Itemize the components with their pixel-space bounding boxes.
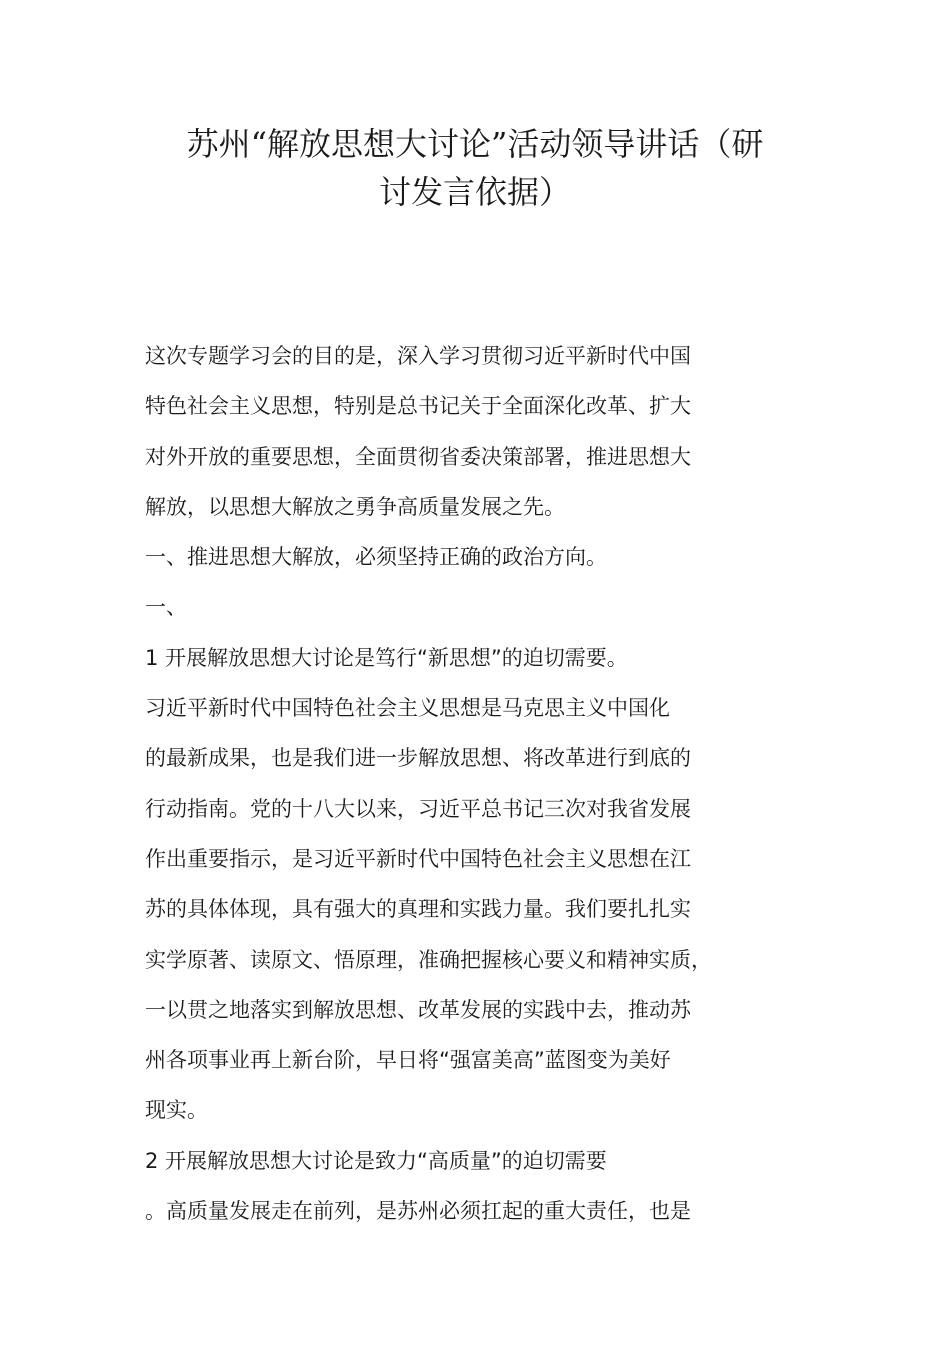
- body-line: 一以贯之地落实到解放思想、改革发展的实践中去，推动苏: [145, 997, 691, 1022]
- body-line: 习近平新时代中国特色社会主义思想是马克思主义中国化: [145, 696, 670, 721]
- body-line: 解放，以思想大解放之勇争高质量发展之先。: [145, 494, 565, 519]
- body-line: 对外开放的重要思想，全面贯彻省委决策部署，推进思想大: [145, 444, 691, 469]
- body-line: 苏的具体体现，具有强大的真理和实践力量。我们要扎扎实: [145, 897, 691, 922]
- section-number: 一、: [145, 595, 187, 620]
- body-line: 这次专题学习会的目的是，深入学习贯彻习近平新时代中国: [145, 344, 691, 368]
- body-line: 实学原著、读原文、悟原理，准确把握核心要义和精神实质，: [145, 947, 712, 972]
- body-line: 作出重要指示，是习近平新时代中国特色社会主义思想在江: [145, 846, 691, 871]
- document-title-line-2: 讨发言依据）: [378, 173, 571, 211]
- subsection-heading: 1 开展解放思想大讨论是笃行“新思想”的迫切需要。: [145, 645, 628, 670]
- body-line: 行动指南。党的十八大以来，习近平总书记三次对我省发展: [145, 796, 691, 821]
- body-line: 州各项事业再上新台阶，早日将“强富美高”蓝图变为美好: [145, 1048, 671, 1073]
- body-line: 特色社会主义思想，特别是总书记关于全面深化改革、扩大: [145, 394, 691, 419]
- document-body: [145, 331, 785, 1236]
- section-heading: 一、推进思想大解放，必须坚持正确的政治方向。: [145, 545, 607, 570]
- body-line: 现实。: [145, 1098, 208, 1123]
- body-line: 的最新成果，也是我们进一步解放思想、将改革进行到底的: [145, 746, 691, 771]
- subsection-heading: 2 开展解放思想大讨论是致力“高质量”的迫切需要: [145, 1148, 607, 1173]
- body-line: 。高质量发展走在前列，是苏州必须扛起的重大责任，也是: [145, 1199, 691, 1224]
- document-title-line-1: 苏州“解放思想大讨论”活动领导讲话（研: [186, 125, 764, 163]
